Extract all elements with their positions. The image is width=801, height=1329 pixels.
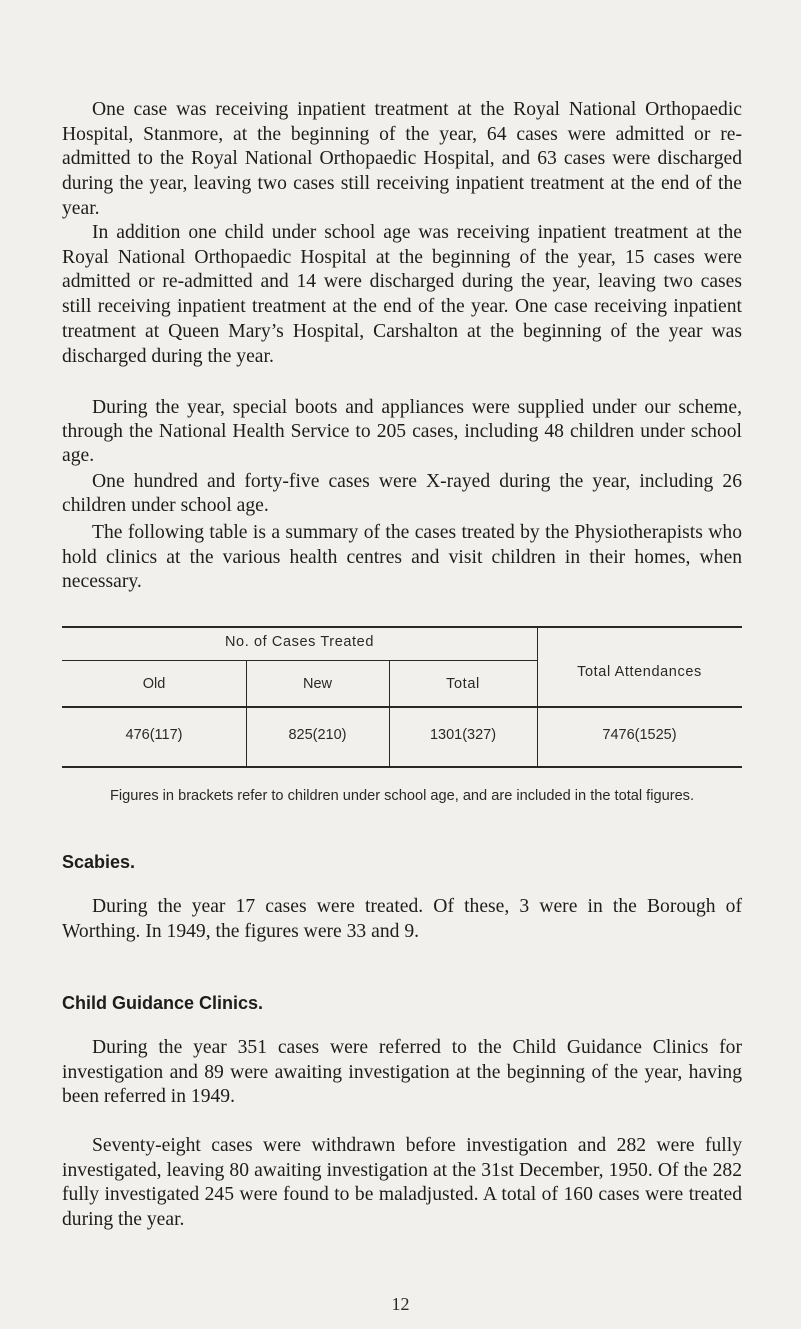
paragraph-physiotherapists: The following table is a summary of the cases treated by the Physiotherapists who hold clinics at the various health centres and visit children in their homes, when necessary. (62, 522, 742, 593)
value-new: 825(210) (288, 727, 347, 743)
table-subheader-rule (62, 660, 537, 661)
paragraph-scabies: During the year 17 cases were treated. Of these, 3 were in the Borough of Worthing. In 1949, the figures were 33 and 9. (62, 896, 742, 942)
paragraph-x-rayed: One hundred and forty-five cases were X-rayed during the year, including 26 children under school age. (62, 471, 742, 517)
table-top-rule (62, 626, 742, 628)
paragraph-boots-appliances: During the year, special boots and appliances were supplied under our scheme, through the National Health Service to 205 cases, including 48 children under school age. (62, 397, 742, 467)
table-footnote: Figures in brackets refer to children under school age, and are included in the total figures. (109, 788, 695, 804)
table-bottom-rule (62, 766, 742, 768)
paragraph-under-school-age: In addition one child under school age was receiving inpatient treatment at the Royal National Orthopaedic Hospital at the beginning of the year, 15 cases were admitted or re-admitted and 14 were discharged during the year, leaving two cases still receiving inpatient treatment at the end of the year. One case receiving inpatient treatment at Queen Mary’s Hospital, Carshalton at the beginning of the year was discharged during the year. (62, 222, 742, 367)
header-old: Old (142, 676, 166, 692)
paragraph-child-guidance-referrals: During the year 351 cases were referred to the Child Guidance Clinics for investigation and 89 were awaiting investigation at the beginning of the year, having been referred in 1949. (62, 1037, 742, 1108)
value-total: 1301(327) (429, 727, 497, 743)
value-total-attendances: 7476(1525) (602, 727, 677, 743)
heading-scabies: Scabies. (62, 852, 136, 872)
page-number: 12 (391, 1294, 410, 1314)
physiotherapy-summary-table (62, 626, 742, 768)
table-header-rule (62, 706, 742, 708)
heading-child-guidance-clinics: Child Guidance Clinics. (62, 993, 264, 1013)
paragraph-child-guidance-investigated: Seventy-eight cases were withdrawn before investigation and 282 were fully investigated, leaving 80 awaiting investigation at the 31st December, 1950. Of the 282 fully investigated 245 were found to be maladjusted. A total of 160 cases were treated during the year. (62, 1135, 742, 1231)
table-divider-total-attendances (537, 626, 538, 767)
value-old: 476(117) (125, 727, 183, 743)
paragraph-orthopaedic-stanmore: One case was receiving inpatient treatment at the Royal National Orthopaedic Hospital, Stanmore, at the beginning of the year, 64 cases were admitted or re-admitted to the Royal National Orthopaedic Hospital, and 63 cases were discharged during the year, leaving two cases still receiving inpatient treatment at the end of the year. (62, 99, 742, 219)
header-cases-treated: No. of Cases Treated (224, 634, 374, 650)
header-new: New (302, 676, 332, 692)
header-total: Total (446, 676, 480, 692)
header-total-attendances: Total Attendances (577, 664, 702, 680)
